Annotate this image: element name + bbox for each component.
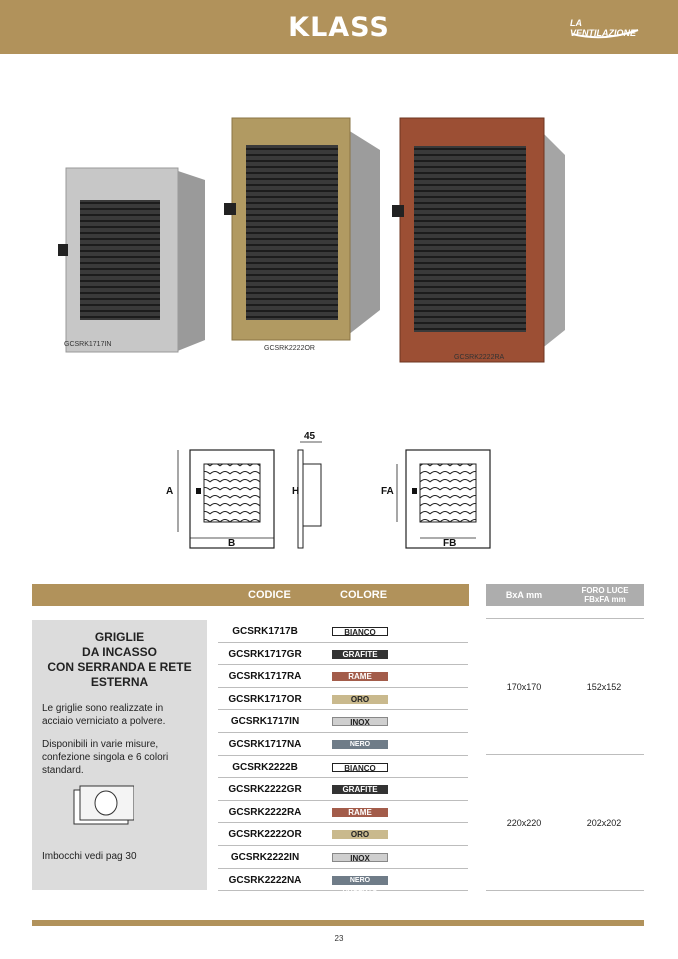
description-text-1: Le griglie sono realizzate in acciaio verniciato a polvere.	[42, 703, 166, 727]
table-row-divider	[218, 800, 468, 801]
table-row-divider	[218, 732, 468, 733]
grille-inox-image	[58, 168, 205, 352]
color-badge: RAME	[332, 672, 388, 681]
dim-fb: FB	[443, 538, 457, 549]
table-row-divider	[218, 845, 468, 846]
color-badge: NERO ARGENTO	[332, 876, 388, 885]
description-text-3: Imbocchi vedi pag 30	[42, 851, 137, 862]
footer-bar	[32, 920, 644, 926]
color-badge: INOX	[332, 717, 388, 726]
size-foro: 202x202	[586, 818, 622, 828]
size-bxa: 170x170	[506, 682, 542, 692]
product-code: GCSRK2222RA	[228, 806, 302, 818]
size-bxa: 220x220	[506, 818, 542, 828]
product-code: GCSRK2222NA	[228, 874, 302, 886]
table-row-divider	[218, 777, 468, 778]
description-text-2: Disponibili in varie misure, confezione singola e 6 colori standard.	[42, 739, 169, 776]
size-divider	[486, 754, 644, 755]
product-code: GCSRK1717OR	[228, 693, 302, 705]
color-badge: GRAFITE	[332, 785, 388, 794]
front-view-fafb	[381, 450, 490, 549]
product-label: GCSRK2222RA	[454, 354, 505, 361]
product-photos	[0, 0, 678, 420]
size-divider	[486, 618, 644, 619]
page-title: KLASS	[288, 12, 390, 43]
product-code: GCSRK1717NA	[228, 739, 302, 750]
table-row-divider	[218, 642, 468, 643]
product-code: GCSRK1717B	[232, 626, 298, 637]
product-code: GCSRK2222B	[232, 761, 298, 773]
color-badge: GRAFITE	[332, 650, 388, 659]
product-code: GCSRK1717GR	[228, 648, 302, 660]
description-title: GRIGLIE DA INCASSO CON SERRANDA E RETE ESTERNA	[47, 630, 192, 689]
grille-rame-image	[392, 118, 565, 362]
product-code: GCSRK1717RA	[228, 671, 302, 683]
color-badge: NERO ARGENTO	[332, 740, 388, 749]
product-code: GCSRK2222IN	[230, 852, 300, 863]
technical-drawing	[0, 420, 678, 560]
col-header-foro-1: FORO LUCE	[581, 586, 629, 595]
size-divider	[486, 890, 644, 891]
front-view-ab	[166, 450, 274, 549]
product-label: GCSRK1717IN	[64, 341, 112, 348]
table-row-divider	[218, 868, 468, 869]
brand-name: LA VENTILAZIONE	[570, 18, 637, 38]
page-number: 23	[334, 934, 344, 943]
size-foro: 152x152	[586, 682, 622, 692]
color-badge: RAME	[332, 808, 388, 817]
color-badge: BIANCO	[332, 763, 388, 772]
product-label: GCSRK2222OR	[264, 345, 315, 352]
dim-b: B	[228, 538, 236, 549]
dim-depth: 45	[304, 431, 316, 442]
col-header-codice: CODICE	[248, 589, 291, 601]
product-code: GCSRK2222GR	[228, 784, 302, 796]
col-header-foro-2: FBxFA mm	[584, 595, 626, 604]
table-row-divider	[218, 664, 468, 665]
dim-a: A	[166, 486, 174, 497]
table-row-divider	[218, 687, 468, 688]
grille-oro-image	[224, 118, 380, 340]
imbocco-sketch-icon	[72, 782, 134, 832]
color-badge: BIANCO	[332, 627, 388, 636]
table-row-divider	[218, 822, 468, 823]
color-badge: INOX	[332, 853, 388, 862]
dim-h: H	[292, 486, 300, 497]
description-panel	[32, 620, 207, 890]
dim-fa: FA	[381, 486, 394, 497]
product-code: GCSRK2222OR	[228, 829, 302, 841]
col-header-colore: COLORE	[340, 589, 388, 601]
color-badge: ORO	[332, 695, 388, 704]
color-badge: ORO	[332, 830, 388, 839]
side-view	[292, 431, 322, 548]
col-header-bxa: BxA mm	[505, 590, 543, 600]
table-row-divider	[218, 709, 468, 710]
product-code: GCSRK1717IN	[230, 716, 300, 728]
